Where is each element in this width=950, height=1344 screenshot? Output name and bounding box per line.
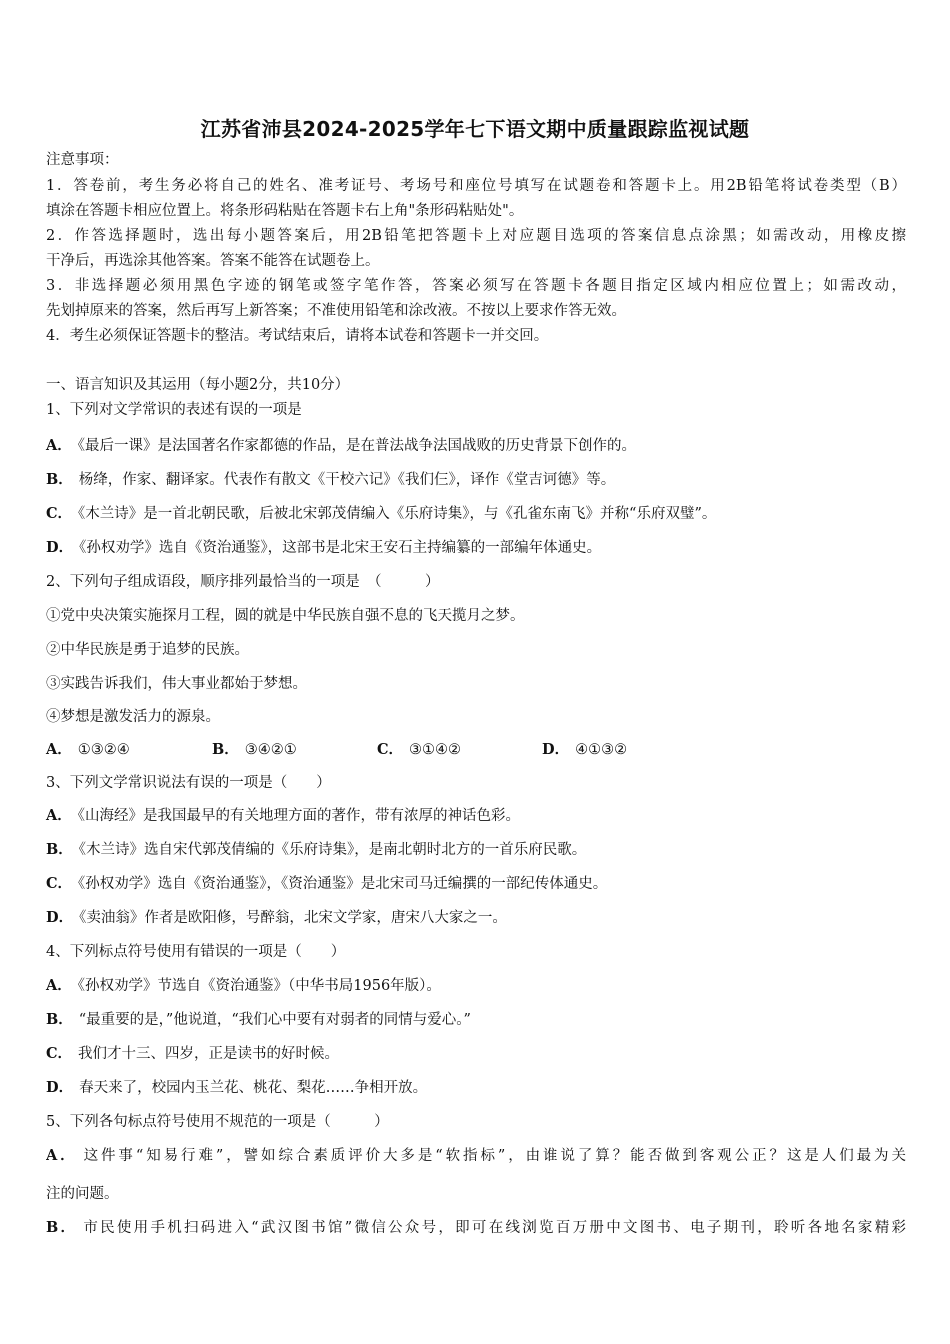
q5-option-b	[46, 1218, 906, 1238]
q2-sentence: ③实践告诉我们，伟大事业都始于梦想。	[46, 676, 307, 692]
q4-option-b	[46, 1010, 471, 1030]
q1-option-c	[46, 504, 716, 524]
option-text: 杨绛，作家、翻译家。代表作有散文《干校六记》《我们仨》，译作《堂吉诃德》等。	[78, 472, 616, 488]
option-text: ③④②①	[244, 742, 297, 758]
page-title: 江苏省沛县2024-2025学年七下语文期中质量跟踪监视试题	[200, 117, 750, 141]
q4-option-a	[46, 976, 441, 996]
option-label: D．	[542, 741, 570, 758]
option-label: B．	[46, 841, 73, 858]
notice-line: 1．答卷前，考生务必将自己的姓名、准考证号、考场号和座位号填写在试题卷和答题卡上。用2B铅笔将试卷类型（B）	[46, 178, 906, 194]
notice-line: 4．考生必须保证答题卡的整洁。考试结束后，请将本试卷和答题卡一并交回。	[46, 328, 549, 344]
option-label: D．	[46, 1079, 74, 1096]
q2-sentence: ④梦想是激发活力的源泉。	[46, 709, 220, 725]
notice-heading: 注意事项：	[46, 152, 119, 168]
option-text: 《木兰诗》是一首北朝民歌，后被北宋郭茂倩编入《乐府诗集》，与《孔雀东南飞》并称“乐府双璧”。	[78, 506, 717, 522]
notice-line: 3．非选择题必须用黑色字迹的钢笔或签字笔作答，答案必须写在答题卡各题目指定区域内相应位置上；如需改动，	[46, 278, 906, 294]
option-label: B．	[46, 471, 73, 488]
q1-option-d	[46, 538, 601, 558]
q2-choice-b	[212, 740, 297, 760]
option-label: C．	[46, 875, 73, 892]
option-label: B．	[212, 741, 239, 758]
option-label: D．	[46, 909, 74, 926]
option-label: D．	[46, 539, 74, 556]
notice-line: 填涂在答题卡相应位置上。将条形码粘贴在答题卡右上角"条形码粘贴处"。	[46, 203, 524, 219]
q3-option-c	[46, 874, 607, 894]
option-text: 《卖油翁》作者是欧阳修，号醉翁，北宋文学家，唐宋八大家之一。	[79, 910, 507, 926]
question-stem-5: 5、下列各句标点符号使用不规范的一项是（ ）	[46, 1114, 389, 1130]
option-label: C．	[377, 741, 404, 758]
notice-line: 干净后，再选涂其他答案。答案不能答在试题卷上。	[46, 253, 380, 269]
option-text: “最重要的是，”他说道，“我们心中要有对弱者的同情与爱心。”	[78, 1012, 471, 1028]
option-text: 《孙权劝学》节选自《资治通鉴》（中华书局1956年版）。	[77, 978, 441, 994]
option-text: 《孙权劝学》选自《资治通鉴》，《资治通鉴》是北宋司马迁编撰的一部纪传体通史。	[78, 876, 608, 892]
option-text: ①③②④	[77, 742, 130, 758]
q3-option-d	[46, 908, 507, 928]
question-stem-3: 3、下列文学常识说法有误的一项是（ ）	[46, 775, 331, 791]
option-label: B．	[46, 1219, 78, 1236]
option-label: A．	[46, 977, 72, 994]
q1-option-a	[46, 436, 636, 456]
option-text: 《最后一课》是法国著名作家都德的作品，是在普法战争法国战败的历史背景下创作的。	[77, 438, 637, 454]
option-text: 《山海经》是我国最早的有关地理方面的著作，带有浓厚的神话色彩。	[77, 808, 521, 824]
option-label: A．	[46, 741, 72, 758]
option-label: C．	[46, 505, 73, 522]
option-text: 市民使用手机扫码进入“武汉图书馆”微信公众号，即可在线浏览百万册中文图书、电子期刊，聆听各地名家精彩	[83, 1220, 906, 1236]
option-text: 这件事“知易行难”，譬如综合素质评价大多是“软指标”，由谁说了算？能否做到客观公正？这是人们最为关	[83, 1148, 906, 1164]
option-text: 我们才十三、四岁，正是读书的好时候。	[78, 1046, 340, 1062]
q2-sentence: ①党中央决策实施探月工程，圆的就是中华民族自强不息的飞天揽月之梦。	[46, 608, 525, 624]
q1-option-b	[46, 470, 615, 490]
option-text: 《木兰诗》选自宋代郭茂倩编的《乐府诗集》，是南北朝时北方的一首乐府民歌。	[78, 842, 587, 858]
question-stem-4: 4、下列标点符号使用有错误的一项是（ ）	[46, 944, 346, 960]
option-label: A．	[46, 807, 72, 824]
option-label: A．	[46, 437, 72, 454]
q2-choice-d	[542, 740, 627, 760]
option-label: A．	[46, 1147, 78, 1164]
option-text: ④①③②	[575, 742, 628, 758]
notice-line: 先划掉原来的答案，然后再写上新答案；不准使用铅笔和涂改液。不按以上要求作答无效。	[46, 303, 626, 319]
q5-option-a	[46, 1146, 906, 1166]
option-label: B．	[46, 1011, 73, 1028]
q3-option-a	[46, 806, 520, 826]
option-label: C．	[46, 1045, 73, 1062]
section-heading: 一、语言知识及其运用（每小题2分，共10分）	[46, 377, 350, 393]
question-stem-1: 1、下列对文学常识的表述有误的一项是	[46, 402, 302, 418]
q2-choice-a	[46, 740, 130, 760]
q4-option-d	[46, 1078, 427, 1098]
option-text: 《孙权劝学》选自《资治通鉴》，这部书是北宋王安石主持编纂的一部编年体通史。	[79, 540, 602, 556]
q2-sentence: ②中华民族是勇于追梦的民族。	[46, 642, 249, 658]
q2-choice-c	[377, 740, 461, 760]
option-text: 春天来了，校园内玉兰花、桃花、梨花……争相开放。	[79, 1080, 428, 1096]
q4-option-c	[46, 1044, 339, 1064]
option-text: ③①④②	[409, 742, 462, 758]
notice-line: 2．作答选择题时，选出每小题答案后，用2B铅笔把答题卡上对应题目选项的答案信息点涂黑；如需改动，用橡皮擦	[46, 228, 906, 244]
q5-option-a-continued: 注的问题。	[46, 1186, 119, 1202]
question-stem-2: 2、下列句子组成语段，顺序排列最恰当的一项是 （ ）	[46, 574, 440, 590]
q3-option-b	[46, 840, 586, 860]
